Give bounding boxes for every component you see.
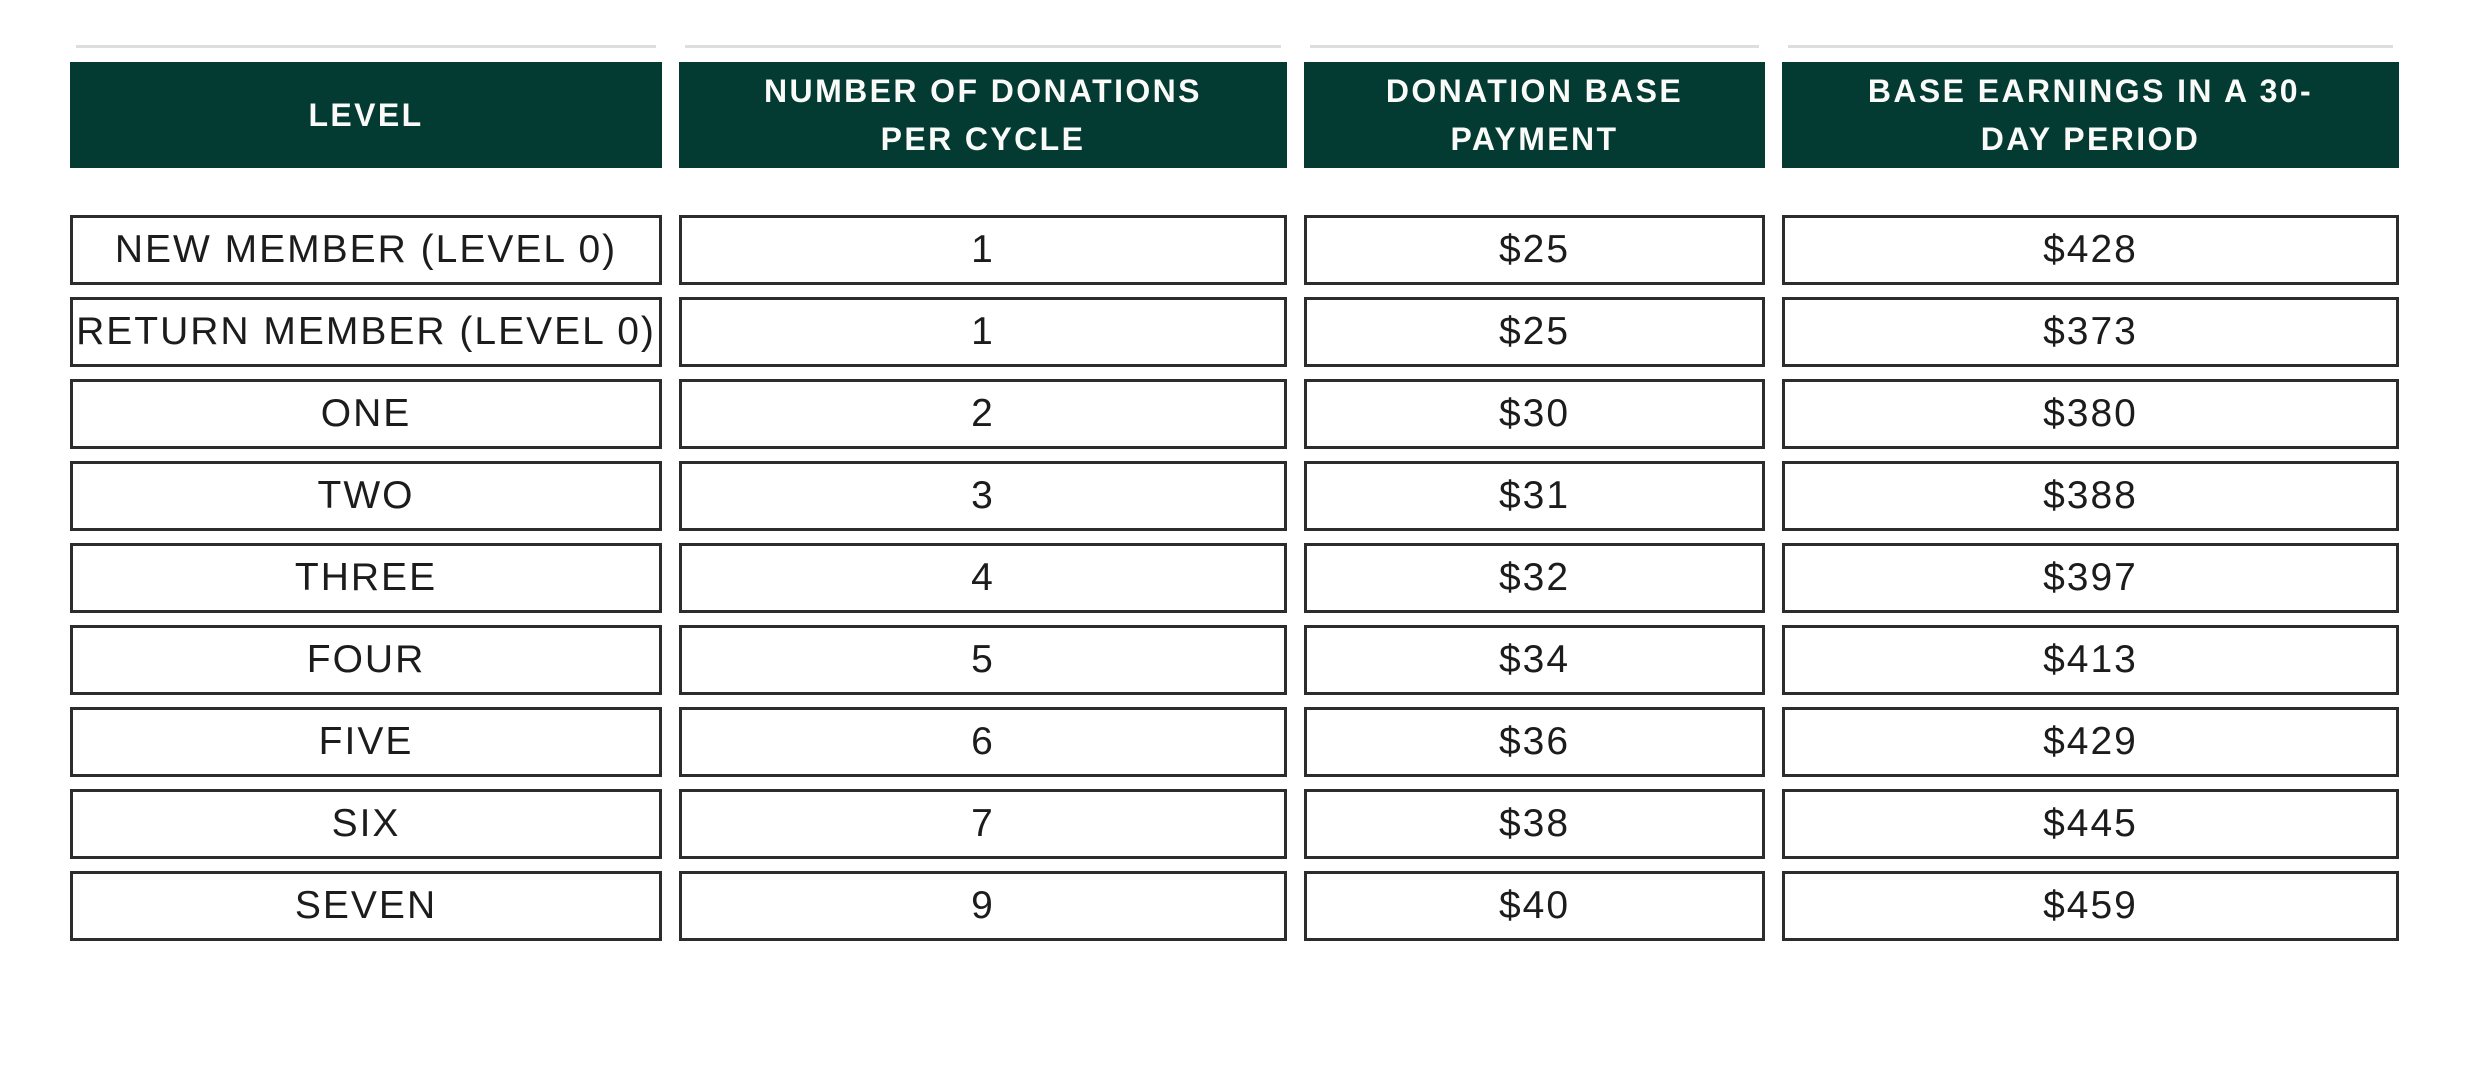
cell-payment-five: $36 xyxy=(1304,707,1765,777)
header-cell-donation-base-payment xyxy=(1304,62,1765,168)
cell-donations-new-member: 1 xyxy=(679,215,1287,285)
cell-payment-new-member: $25 xyxy=(1304,215,1765,285)
cell-level-two: TWO xyxy=(70,461,662,531)
cell-earnings-five: $429 xyxy=(1782,707,2399,777)
cell-level-one: ONE xyxy=(70,379,662,449)
header-cell-donations-per-cycle xyxy=(679,62,1287,168)
cell-level-three: THREE xyxy=(70,543,662,613)
cell-donations-six: 7 xyxy=(679,789,1287,859)
cell-donations-four: 5 xyxy=(679,625,1287,695)
header-label-level: LEVEL xyxy=(308,97,424,133)
cell-donations-one: 2 xyxy=(679,379,1287,449)
header-label-donation-base-payment: DONATION BASE PAYMENT xyxy=(1385,73,1684,157)
header-cell-base-earnings xyxy=(1782,62,2399,168)
cell-level-five: FIVE xyxy=(70,707,662,777)
cell-earnings-three: $397 xyxy=(1782,543,2399,613)
cell-earnings-new-member: $428 xyxy=(1782,215,2399,285)
cell-payment-six: $38 xyxy=(1304,789,1765,859)
table-body xyxy=(70,215,2402,941)
cell-donations-return-member: 1 xyxy=(679,297,1287,367)
cell-earnings-one: $380 xyxy=(1782,379,2399,449)
cell-payment-return-member: $25 xyxy=(1304,297,1765,367)
cell-level-new-member: NEW MEMBER (LEVEL 0) xyxy=(70,215,662,285)
cell-payment-four: $34 xyxy=(1304,625,1765,695)
cell-donations-seven: 9 xyxy=(679,871,1287,941)
cell-donations-three: 4 xyxy=(679,543,1287,613)
cell-level-six: SIX xyxy=(70,789,662,859)
cell-donations-five: 6 xyxy=(679,707,1287,777)
cell-level-seven: SEVEN xyxy=(70,871,662,941)
cell-earnings-two: $388 xyxy=(1782,461,2399,531)
cell-earnings-four: $413 xyxy=(1782,625,2399,695)
cell-donations-two: 3 xyxy=(679,461,1287,531)
cell-payment-seven: $40 xyxy=(1304,871,1765,941)
cell-payment-two: $31 xyxy=(1304,461,1765,531)
cell-payment-one: $30 xyxy=(1304,379,1765,449)
cell-earnings-seven: $459 xyxy=(1782,871,2399,941)
cell-earnings-return-member: $373 xyxy=(1782,297,2399,367)
cell-payment-three: $32 xyxy=(1304,543,1765,613)
donation-levels-table xyxy=(70,62,2402,941)
cell-earnings-six: $445 xyxy=(1782,789,2399,859)
cell-level-return-member: RETURN MEMBER (LEVEL 0) xyxy=(70,297,662,367)
header-cell-level xyxy=(70,62,662,168)
header-label-base-earnings: BASE EARNINGS IN A 30-DAY PERIOD xyxy=(1867,73,2314,157)
header-label-donations-per-cycle: NUMBER OF DONATIONS PER CYCLE xyxy=(764,73,1202,157)
table-header-row xyxy=(70,62,2402,168)
cell-level-four: FOUR xyxy=(70,625,662,695)
